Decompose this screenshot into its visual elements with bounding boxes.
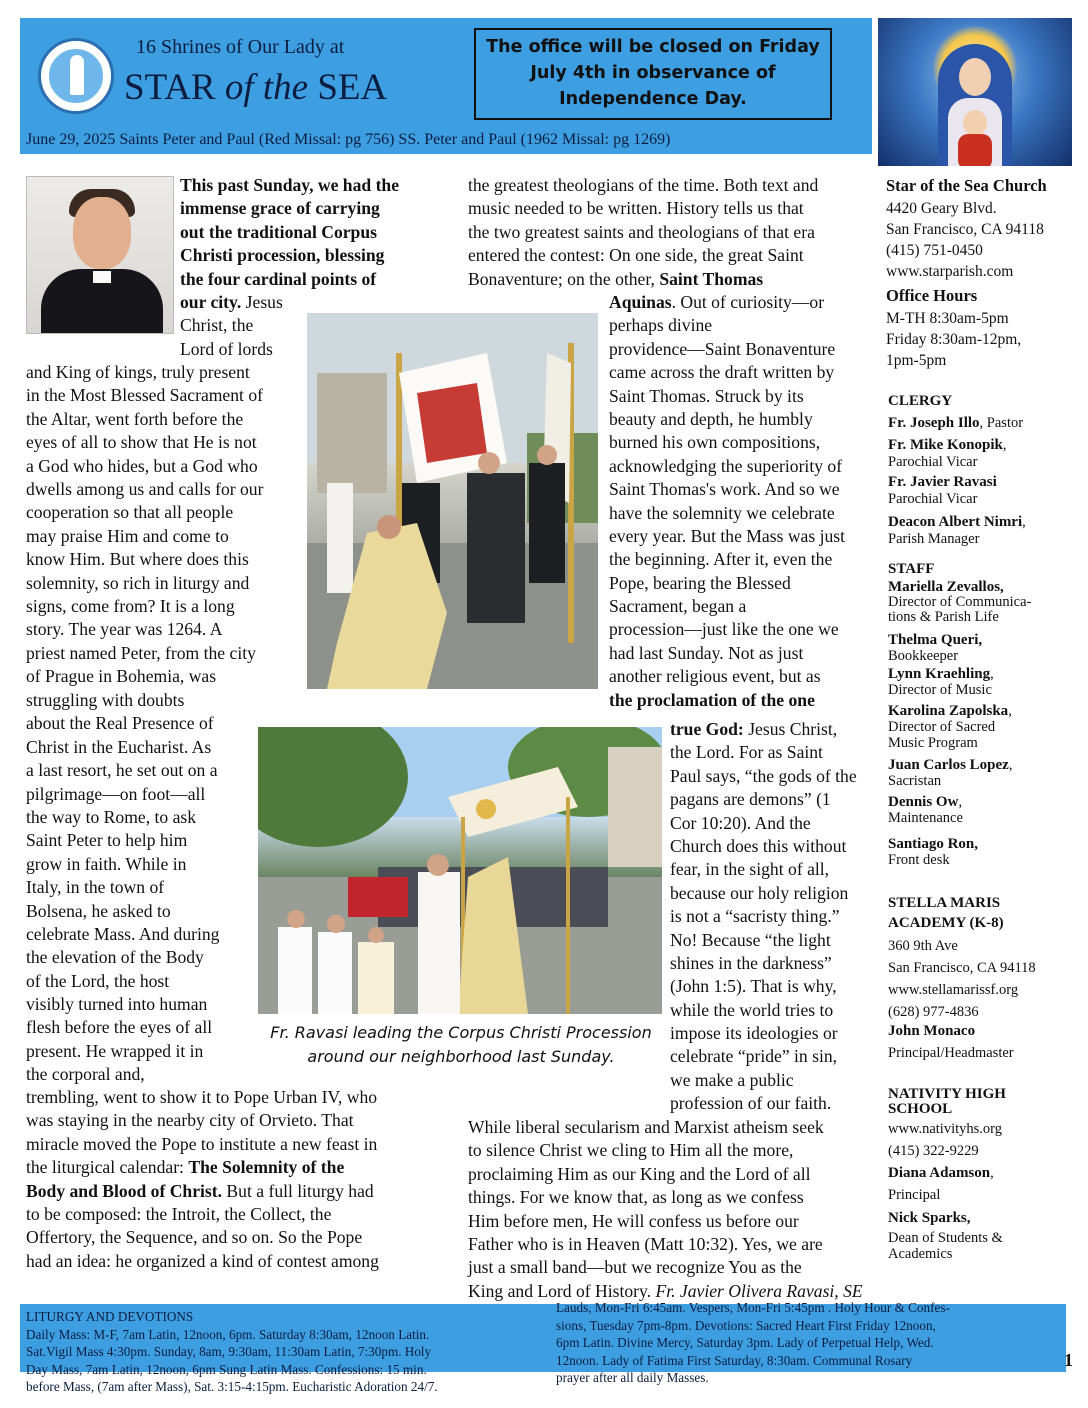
brand-subtitle: 16 Shrines of Our Lady at [136, 36, 345, 58]
clergy-role: Parochial Vicar [888, 454, 978, 470]
article-line: the four cardinal points of [180, 268, 377, 289]
article-line: in the Most Blessed Sacrament of [26, 385, 263, 406]
separator: , [1008, 757, 1013, 773]
article-line: a last resort, he set out on a [26, 760, 218, 781]
clergy-entry [888, 513, 1026, 548]
article-bold-text: The Solemnity of the [188, 1157, 345, 1178]
article-line: solemnity, so rich in liturgy and [26, 572, 250, 593]
article-col2-bottom [468, 1116, 863, 1303]
staff-name: Thelma Queri, [888, 632, 983, 648]
notice-line: The office will be closed on Friday [486, 37, 820, 57]
article-bold-text: our city. [180, 291, 242, 312]
staff-name: Mariella Zevallos, [888, 579, 1004, 595]
article-line: signs, come from? It is a long [26, 595, 235, 616]
article-line: about the Real Presence of [26, 713, 214, 734]
office-hours-line: M-TH 8:30am-5pm [886, 310, 1009, 327]
separator: , [990, 1165, 994, 1181]
staff-name: Dennis Ow [888, 794, 959, 810]
article-line: entered the contest: On one side, the great Saint [468, 245, 804, 266]
liturgy-title: LITURGY AND DEVOTIONS [26, 1309, 194, 1324]
church-address-line: San Francisco, CA 94118 [886, 221, 1044, 238]
article-col1-full [26, 361, 263, 688]
article-line: celebrate Mass. And during [26, 923, 220, 944]
article-line: a God who hides, but a God who [26, 455, 258, 476]
staff-role: Director of Music [888, 682, 992, 698]
article-line: eyes of all to show that He is not [26, 432, 257, 453]
clergy-title: CLERGY [888, 393, 953, 409]
our-lady-icon-image [878, 18, 1072, 166]
academy-contact [888, 935, 1036, 1023]
article-line: just a small band—but we recognize You as the [468, 1257, 802, 1278]
office-hours [886, 308, 1021, 371]
article-line [670, 718, 857, 741]
liturgy-line: sions, Tuesday 7pm-8pm. Devotions: Sacred Heart First Friday 12noon, [556, 1317, 936, 1333]
caption-line: around our neighborhood last Sunday. [307, 1047, 615, 1066]
article-line: present. He wrapped it in [26, 1040, 204, 1061]
clergy-name: Fr. Javier Ravasi [888, 474, 997, 490]
article-line: Bolsena, he asked to [26, 900, 171, 921]
article-line [609, 291, 845, 314]
staff-entry [888, 794, 963, 826]
article-line: of the Lord, the host [26, 970, 170, 991]
article-line: have the solemnity we celebrate [609, 502, 835, 523]
article-line [180, 291, 399, 314]
notice-line: Independence Day. [559, 89, 747, 109]
article-line: out the traditional Corpus [180, 221, 377, 242]
liturgy-line: Lauds, Mon-Fri 6:45am. Vespers, Mon-Fri 5:45pm . Holy Hour & Confes- [556, 1300, 950, 1315]
article-line: Saint Thomas. Struck by its [609, 385, 804, 406]
article-line: the way to Rome, to ask [26, 806, 197, 827]
staff-name: Juan Carlos Lopez [888, 757, 1009, 773]
separator: , [958, 794, 963, 810]
article-line: Offertory, the Sequence, and so on. So the Pope [26, 1227, 363, 1248]
article-col2-top [468, 174, 818, 291]
article-line: because our holy religion [670, 882, 849, 903]
liturgy-line: Daily Mass: M-F, 7am Latin, 12noon, 6pm. Saturday 8:30am, 12noon Latin. [26, 1326, 430, 1342]
article-line: of Prague in Bohemia, was [26, 666, 217, 687]
academy-head-name: John Monaco [888, 1023, 976, 1039]
article-line: miracle moved the Pope to institute a new feast in [26, 1133, 378, 1154]
nativity-principal [888, 1162, 994, 1206]
liturgy-line: 6pm Latin. Divine Mercy, Saturday 3pm. Lady of Perpetual Help, Wed. [556, 1335, 934, 1351]
article-line: impose its ideologies or [670, 1023, 838, 1044]
clergy-role: Parochial Vicar [888, 491, 978, 507]
article-line: grow in faith. While in [26, 853, 187, 874]
article-line: the two greatest saints and theologians of that era [468, 221, 815, 242]
separator: , [1008, 703, 1012, 719]
academy-title [888, 893, 1004, 933]
office-closed-notice [474, 28, 832, 120]
staff-role: Sacristan [888, 773, 942, 789]
church-contact [886, 198, 1044, 282]
nativity-title-line: SCHOOL [888, 1101, 953, 1117]
article-line: Saint Peter to help him [26, 830, 188, 851]
clergy-entry [888, 474, 997, 508]
article-col2-mid [609, 291, 845, 712]
blessing-photo [307, 313, 598, 689]
article-col1-bottom [26, 1086, 379, 1273]
article-line: Cor 10:20). And the [670, 812, 811, 833]
article-col2-bottom-lines [468, 1116, 863, 1280]
article-line: perhaps divine [609, 315, 713, 336]
article-line: celebrate “pride” in sin, [670, 1046, 838, 1067]
staff-role: Front desk [888, 852, 950, 868]
staff-entry [888, 580, 1031, 625]
staff-title: STAFF [888, 561, 935, 577]
article-line: Saint Thomas's work. And so we [609, 479, 840, 500]
article-line: flesh before the eyes of all [26, 1017, 213, 1038]
office-hours-line: 1pm-5pm [886, 352, 947, 369]
article-col2-mid-lines [609, 314, 845, 688]
office-hours-line: Friday 8:30am-12pm, [886, 331, 1022, 348]
article-line: priest named Peter, from the city [26, 642, 256, 663]
article-line: pilgrimage—on foot—all [26, 783, 206, 804]
staff-name: Santiago Ron, [888, 836, 979, 852]
nativity-website: www.nativityhs.org [888, 1121, 1002, 1137]
office-hours-title: Office Hours [886, 286, 978, 305]
article-line: Pope, bearing the Blessed [609, 572, 791, 593]
article-line: shines in the darkness” [670, 952, 832, 973]
liturgy-line: 12noon. Lady of Fatima First Saturday, 8:30am. Communal Rosary [556, 1352, 913, 1368]
separator: , [1002, 437, 1007, 453]
separator: , [979, 415, 987, 431]
article-line: Sacrament, began a [609, 596, 747, 617]
article-text: Jesus Christ, [743, 719, 838, 739]
article-line: Father who is in Heaven (Matt 10:32). Yes, we are [468, 1233, 823, 1254]
academy-address-line: 360 9th Ave [888, 938, 958, 954]
nativity-phone: (415) 322-9229 [888, 1143, 979, 1159]
author-portrait-photo [26, 176, 174, 334]
staff-name: Lynn Kraehling [888, 666, 991, 682]
article-line: procession—just like the one we [609, 619, 839, 640]
article-line: to be composed: the Introit, the Collect, the [26, 1203, 332, 1224]
article-line: Lord of lords [180, 338, 273, 359]
academy-website: www.stellamarissf.org [888, 982, 1019, 998]
article-text: the liturgical calendar: [26, 1157, 189, 1178]
nativity-principal-name: Diana Adamson [888, 1165, 991, 1181]
article-line: while the world tries to [670, 999, 834, 1020]
clergy-role: Parish Manager [888, 531, 980, 547]
staff-entry [888, 836, 978, 868]
article-line: and King of kings, truly present [26, 362, 250, 382]
nativity-principal-role: Principal [888, 1187, 941, 1203]
article-line: burned his own compositions, [609, 432, 821, 453]
liturgy-footer-left [26, 1308, 438, 1396]
staff-name: Karolina Zapolska [888, 703, 1009, 719]
liturgy-line: Sat.Vigil Mass 4:30pm. Sunday, 8am, 9:30am, 11:30am Latin, 7:30pm. Holy [26, 1344, 432, 1360]
article-text: But a full liturgy had [222, 1180, 374, 1201]
article-bold-text: true God: [670, 719, 744, 739]
nativity-dean [888, 1210, 1003, 1262]
article-line: beauty and depth, he humbly [609, 408, 813, 429]
nativity-contact [888, 1118, 1002, 1162]
nativity-dean-role: Dean of Students & [888, 1230, 1003, 1246]
article-col1-short [26, 689, 219, 1087]
article-line: trembling, went to show it to Pope Urban IV, who [26, 1087, 378, 1107]
article-line: (John 1:5). That is why, [670, 976, 837, 997]
article-col2-narrow [670, 718, 857, 1116]
article-bold-text: Saint Thomas [659, 268, 764, 289]
article-line: the proclamation of the one [609, 689, 815, 710]
page-number: 1 [1064, 1350, 1073, 1370]
article-line: every year. But the Mass was just [609, 525, 846, 546]
photo-caption [254, 1021, 668, 1069]
article-line: visibly turned into human [26, 994, 208, 1015]
article-line: Italy, in the town of [26, 877, 165, 898]
article-line: the elevation of the Body [26, 947, 204, 968]
article-text: Jesus [241, 291, 283, 312]
brand-title: STAR of the SEA [124, 67, 388, 108]
article-line: was staying in the nearby city of Orvieto. That [26, 1110, 354, 1131]
parish-seal-logo [38, 38, 114, 114]
brand-title-word: STAR [124, 67, 225, 108]
clergy-name: Fr. Joseph Illo [888, 415, 980, 431]
article-line: music needed to be written. History tells us that [468, 198, 804, 219]
staff-role: Director of Communica- [888, 594, 1032, 610]
article-line: cooperation so that all people [26, 502, 234, 523]
academy-head-role: Principal/Headmaster [888, 1045, 1014, 1061]
article-line [468, 268, 818, 291]
article-col2-narrow-lines [670, 741, 857, 1115]
article-line: may praise Him and come to [26, 525, 229, 546]
procession-photo [258, 727, 662, 1014]
article-line: Him before men, He will confess us before our [468, 1210, 799, 1231]
separator: , [1022, 514, 1026, 530]
article-line: the beginning. After it, even the [609, 549, 833, 570]
staff-entry [888, 632, 982, 664]
article-line: came across the draft written by [609, 362, 835, 383]
article-intro [180, 174, 399, 361]
article-text: . Out of curiosity—or [671, 292, 825, 312]
separator: , [990, 666, 994, 682]
staff-role: Director of Sacred [888, 719, 996, 735]
staff-role: Music Program [888, 735, 978, 751]
article-line: immense grace of carrying [180, 198, 380, 219]
liturgy-line: prayer after all daily Masses. [556, 1370, 709, 1386]
article-bold-text: Body and Blood of Christ. [26, 1180, 223, 1201]
article-text: Bonaventure; on the other, [468, 268, 660, 289]
article-line: the greatest theologians of the time. Both text and [468, 175, 819, 195]
article-line: fear, in the sight of all, [670, 859, 830, 880]
staff-entry [888, 666, 994, 698]
article-line: had last Sunday. Not as just [609, 642, 804, 663]
academy-head [888, 1020, 1014, 1064]
article-line: had an idea: he organized a kind of contest among [26, 1250, 379, 1271]
clergy-name: Deacon Albert Nimri [888, 514, 1023, 530]
article-line [26, 1180, 379, 1203]
clergy-entry [888, 414, 1023, 432]
caption-line: Fr. Ravasi leading the Corpus Christi Procession [270, 1023, 652, 1042]
article-line [26, 1156, 379, 1179]
article-line: proclaiming Him as our King and the Lord of all [468, 1163, 811, 1184]
article-line: profession of our faith. [670, 1093, 832, 1114]
clergy-entry [888, 436, 1007, 471]
article-line: Christ, the [180, 315, 254, 336]
clergy-role: Pastor [986, 415, 1024, 431]
article-line: No! Because “the light [670, 929, 831, 950]
article-line: acknowledging the superiority of [609, 455, 843, 476]
notice-line: July 4th in observance of [530, 63, 776, 83]
staff-entry [888, 757, 1012, 789]
article-line: Church does this without [670, 835, 847, 856]
article-line: struggling with doubts [26, 690, 185, 710]
nativity-title-line: NATIVITY HIGH [888, 1086, 1006, 1102]
nativity-dean-name: Nick Sparks, [888, 1210, 971, 1226]
article-line: story. The year was 1264. A [26, 619, 223, 640]
article-line: we make a public [670, 1069, 794, 1090]
church-phone: (415) 751-0450 [886, 242, 983, 259]
clergy-name: Fr. Mike Konopik [888, 437, 1003, 453]
article-line: another religious event, but as [609, 666, 821, 687]
article-line: the Altar, went forth before the [26, 408, 244, 429]
article-line: is not a “sacristy thing.” [670, 906, 840, 927]
staff-role: Bookkeeper [888, 648, 959, 664]
article-line: Christi procession, blessing [180, 245, 385, 266]
academy-title-line: ACADEMY (K-8) [888, 915, 1004, 931]
academy-address-line: San Francisco, CA 94118 [888, 960, 1036, 976]
article-bold-text: Aquinas [609, 292, 672, 312]
staff-role: Maintenance [888, 810, 963, 826]
liturgy-line: Day Mass, 7am Latin, 12noon, 6pm Sung Latin Mass. Confessions: 15 min. [26, 1361, 427, 1377]
liturgy-line: before Mass, (7am after Mass), Sat. 3:15-4:15pm. Eucharistic Adoration 24/7. [26, 1379, 438, 1395]
academy-title-line: STELLA MARIS [888, 895, 1001, 911]
staff-entry [888, 703, 1012, 751]
article-line: This past Sunday, we had the [180, 175, 400, 195]
article-line: dwells among us and calls for our [26, 478, 264, 499]
church-website: www.starparish.com [886, 263, 1014, 280]
article-line: the Lord. For as Saint [670, 742, 823, 763]
article-line: know Him. But where does this [26, 549, 249, 570]
article-line: Paul says, “the gods of the [670, 765, 857, 786]
article-line: While liberal secularism and Marxist atheism seek [468, 1117, 824, 1137]
nativity-dean-role: Academics [888, 1246, 953, 1262]
article-line: things. For we know that, as long as we confess [468, 1187, 804, 1208]
article-line: to silence Christ we cling to Him all the more, [468, 1140, 794, 1161]
liturgy-footer-right [556, 1299, 950, 1387]
article-line: the corporal and, [26, 1064, 145, 1085]
academy-phone: (628) 977-4836 [888, 1004, 979, 1020]
article-line: pagans are demons” (1 [670, 789, 831, 810]
church-address-line: 4420 Geary Blvd. [886, 200, 997, 217]
nativity-title [888, 1087, 1006, 1117]
church-name: Star of the Sea Church [886, 176, 1047, 195]
bulletin-dateline: June 29, 2025 Saints Peter and Paul (Red Missal: pg 756) SS. Peter and Paul (1962 Missal: pg 1269) [26, 131, 671, 148]
article-text: King and Lord of History. [468, 1280, 656, 1301]
staff-role: tions & Parish Life [888, 609, 999, 625]
article-line: Christ in the Eucharist. As [26, 736, 212, 757]
article-line: providence—Saint Bonaventure [609, 338, 836, 359]
author-signature: Fr. Javier Olivera Ravasi, SE [655, 1280, 863, 1301]
